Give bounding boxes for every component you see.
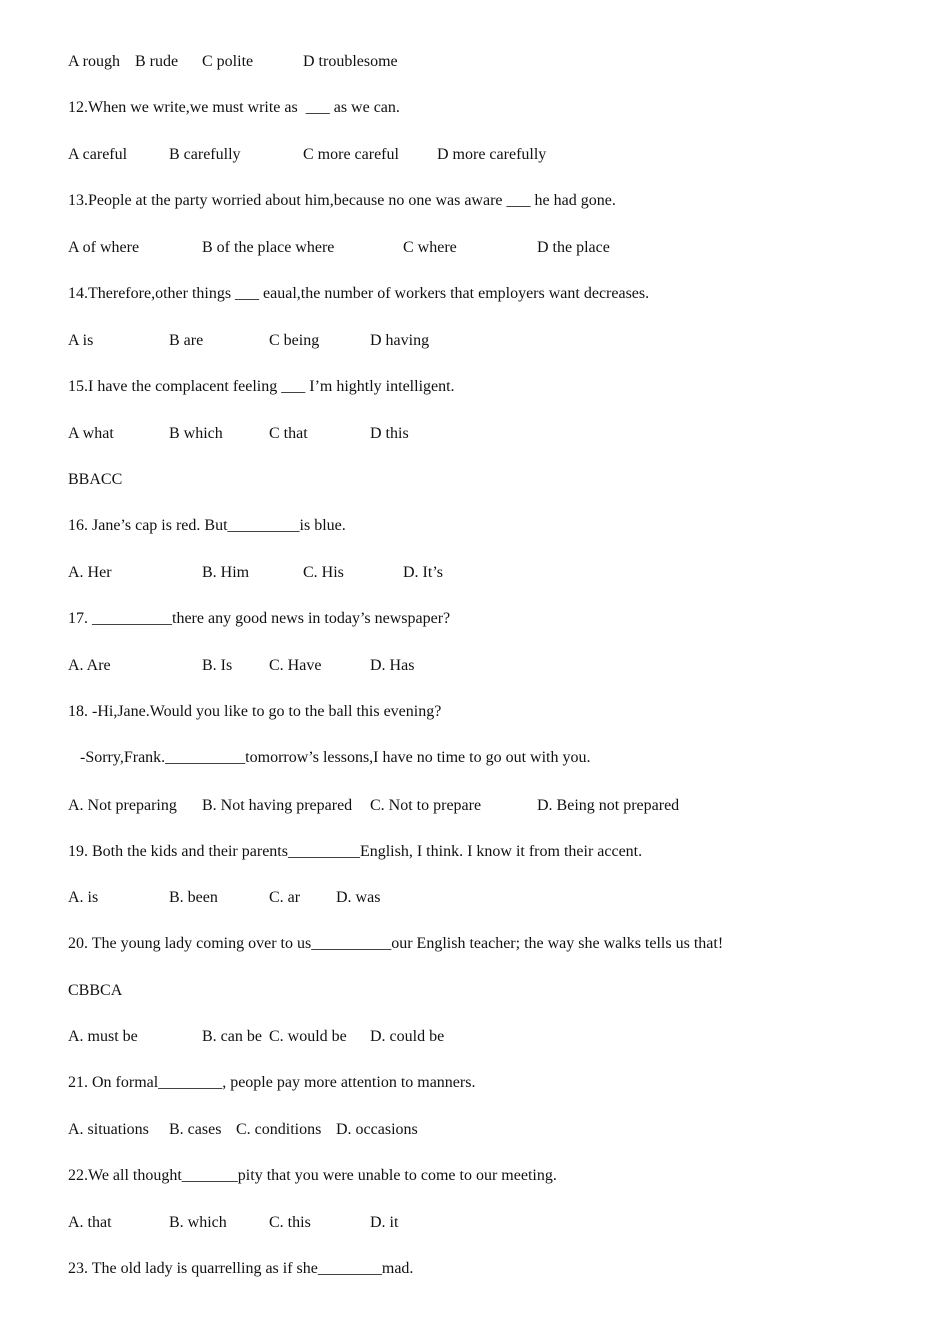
q20-stem: 20. The young lady coming over to us__________our English teacher; the way she walks tells us that!	[68, 935, 724, 952]
answer-key-16-20: CBBCA	[68, 982, 123, 999]
q21-option-a: A. situations	[68, 1121, 149, 1138]
q21-option-b: B. cases	[169, 1121, 222, 1138]
q21-option-c: C. conditions	[236, 1121, 322, 1138]
q15-option-a: A what	[68, 425, 114, 442]
q15-stem: 15.I have the complacent feeling ___ I’m hightly intelligent.	[68, 378, 455, 395]
q23-stem: 23. The old lady is quarrelling as if she________mad.	[68, 1260, 414, 1277]
q19-option-a: A. is	[68, 889, 99, 906]
q17-option-c: C. Have	[269, 657, 322, 674]
q14-option-c: C being	[269, 332, 320, 349]
q16-option-b: B. Him	[202, 564, 250, 581]
q20-option-c: C. would be	[269, 1028, 347, 1045]
q19-stem: 19. Both the kids and their parents_________English, I think. I know it from their accent.	[68, 843, 643, 860]
q11-option-a: A rough	[68, 53, 120, 70]
q18-stem-reply: -Sorry,Frank.__________tomorrow’s lessons,I have no time to go out with you.	[68, 749, 591, 766]
q17-option-d: D. Has	[370, 657, 415, 674]
q17-stem: 17. __________there any good news in today’s newspaper?	[68, 610, 451, 627]
q11-option-d: D troublesome	[303, 53, 398, 70]
q22-stem: 22.We all thought_______pity that you were unable to come to our meeting.	[68, 1167, 557, 1184]
q12-option-d: D more carefully	[437, 146, 547, 163]
q20-option-d: D. could be	[370, 1028, 445, 1045]
q13-option-a: A of where	[68, 239, 140, 256]
q19-option-c: C. ar	[269, 889, 301, 906]
q20-option-b: B. can be	[202, 1028, 262, 1045]
q11-option-b: B rude	[135, 53, 179, 70]
answer-key-11-15: BBACC	[68, 471, 123, 488]
q16-option-d: D. It’s	[403, 564, 443, 581]
q18-option-d: D. Being not prepared	[537, 797, 680, 814]
q21-stem: 21. On formal________, people pay more attention to manners.	[68, 1074, 476, 1091]
q15-option-d: D this	[370, 425, 409, 442]
q20-option-a: A. must be	[68, 1028, 138, 1045]
q22-option-b: B. which	[169, 1214, 227, 1231]
q16-option-c: C. His	[303, 564, 344, 581]
q12-stem: 12.When we write,we must write as ___ as we can.	[68, 99, 400, 116]
q17-option-b: B. Is	[202, 657, 233, 674]
q19-option-d: D. was	[336, 889, 381, 906]
q17-option-a: A. Are	[68, 657, 111, 674]
q18-stem: 18. -Hi,Jane.Would you like to go to the ball this evening?	[68, 703, 442, 720]
q14-option-a: A is	[68, 332, 94, 349]
q13-option-d: D the place	[537, 239, 610, 256]
q14-option-b: B are	[169, 332, 204, 349]
q21-option-d: D. occasions	[336, 1121, 418, 1138]
q14-stem: 14.Therefore,other things ___ eaual,the number of workers that employers want decreases.	[68, 285, 650, 302]
q14-option-d: D having	[370, 332, 430, 349]
q16-stem: 16. Jane’s cap is red. But_________is blue.	[68, 517, 346, 534]
q22-option-c: C. this	[269, 1214, 311, 1231]
q22-option-d: D. it	[370, 1214, 399, 1231]
q12-option-a: A careful	[68, 146, 128, 163]
q18-option-b: B. Not having prepared	[202, 797, 353, 814]
q13-stem: 13.People at the party worried about him,because no one was aware ___ he had gone.	[68, 192, 616, 209]
q11-option-c: C polite	[202, 53, 254, 70]
q12-option-b: B carefully	[169, 146, 241, 163]
q15-option-b: B which	[169, 425, 223, 442]
q13-option-c: C where	[403, 239, 457, 256]
q18-option-a: A. Not preparing	[68, 797, 177, 814]
q22-option-a: A. that	[68, 1214, 112, 1231]
q18-option-c: C. Not to prepare	[370, 797, 482, 814]
q15-option-c: C that	[269, 425, 308, 442]
q12-option-c: C more careful	[303, 146, 399, 163]
q13-option-b: B of the place where	[202, 239, 335, 256]
q19-option-b: B. been	[169, 889, 218, 906]
q16-option-a: A. Her	[68, 564, 112, 581]
